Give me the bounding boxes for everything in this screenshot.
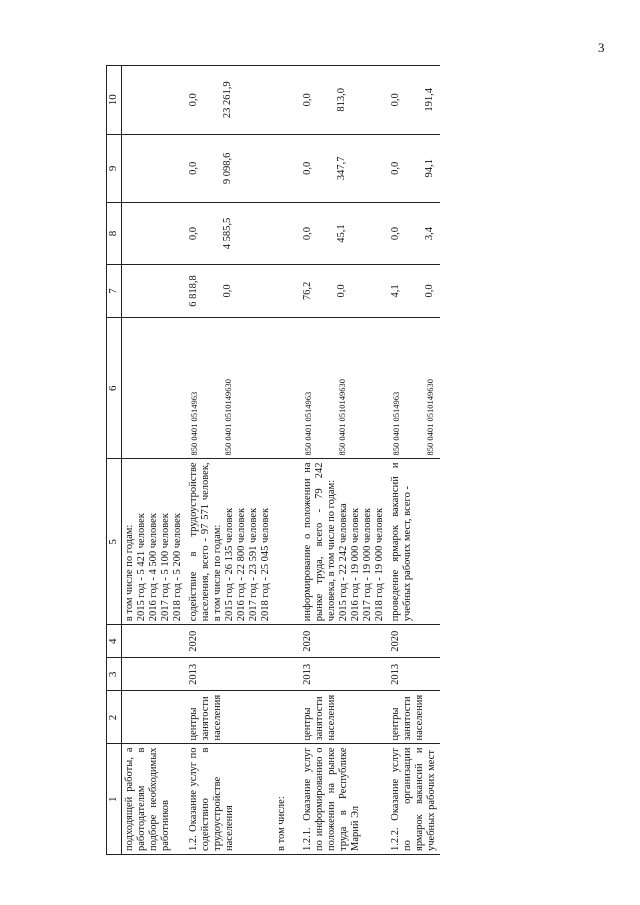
- row-value-col-8: [274, 203, 300, 265]
- result-line: 2015 год - 22 242 человека: [338, 503, 349, 622]
- value: 0,0: [188, 161, 199, 175]
- value: 45,1: [336, 224, 347, 243]
- header-col-3: 3: [107, 658, 122, 691]
- row-result: [388, 459, 440, 625]
- header-col-10: 10: [107, 66, 122, 135]
- value: 23 261,9: [222, 81, 233, 119]
- result-line: 2016 год - 22 800 человек: [236, 507, 247, 622]
- row-value-col-7: [186, 264, 274, 317]
- row-value-col-8: [300, 203, 388, 265]
- row-value-col-10: [274, 66, 300, 135]
- value: 0,0: [390, 226, 401, 241]
- row-kbk: [274, 318, 300, 459]
- result-line: 2015 год - 5 421 человек: [136, 513, 147, 622]
- row-start-year: [186, 658, 274, 691]
- row-executor: [274, 691, 300, 744]
- value: 813,0: [336, 87, 347, 112]
- kbk-code: 850 0401 0514963: [391, 391, 401, 456]
- value: 3,4: [424, 226, 435, 241]
- value: 4 585,5: [222, 217, 233, 250]
- row-value-col-7: [388, 264, 440, 317]
- result-line: 2016 год - 19 000 человек: [350, 507, 361, 622]
- end-year: 2020: [390, 630, 401, 652]
- activity-text: 1.2. Оказание услуг по содействию в трудоустройстве населения: [188, 747, 235, 851]
- value: 9 098,6: [222, 152, 233, 185]
- row-executor: [122, 691, 187, 744]
- header-col-6: 6: [107, 318, 122, 459]
- header-row: [107, 66, 122, 855]
- header-col-2: 2: [107, 691, 122, 744]
- result-line: 2018 год - 5 200 человек: [172, 513, 183, 622]
- row-value-col-9: [388, 134, 440, 203]
- activity-text: 1.2.2. Оказание услуг по организации ярмарок вакансий и учебных рабочих мест: [390, 747, 437, 851]
- row-value-col-7: [300, 264, 388, 317]
- row-start-year: [122, 658, 187, 691]
- result-line: 2015 год - 26 135 человек: [224, 507, 235, 622]
- table-row: [300, 66, 388, 855]
- activity-text: подходящей работы, а работодателям в подборе необходимых работников: [124, 747, 171, 851]
- result-line: 2017 год - 23 591 человек: [248, 507, 259, 622]
- row-value-col-7: [122, 264, 187, 317]
- value: 347,7: [336, 156, 347, 181]
- row-activity-name: [186, 744, 274, 855]
- kbk-code: 850 0401 0510149630: [223, 378, 233, 456]
- header-col-8: 8: [107, 203, 122, 265]
- row-result: [122, 459, 187, 625]
- result-line: 2016 год - 4 500 человек: [148, 513, 159, 622]
- row-start-year: [388, 658, 440, 691]
- row-kbk: [122, 318, 187, 459]
- executor-text: центры занятости населения: [390, 694, 425, 741]
- executor-text: центры занятости населения: [302, 694, 337, 741]
- start-year: 2013: [302, 663, 313, 685]
- row-value-col-9: [274, 134, 300, 203]
- row-value-col-9: [300, 134, 388, 203]
- table-row: [186, 66, 274, 855]
- start-year: 2013: [390, 663, 401, 685]
- value: 0,0: [336, 284, 347, 298]
- row-value-col-10: [388, 66, 440, 135]
- row-end-year: [186, 625, 274, 658]
- row-executor: [388, 691, 440, 744]
- row-start-year: [274, 658, 300, 691]
- row-start-year: [300, 658, 388, 691]
- page-number: 3: [598, 40, 605, 55]
- rotated-table-container: [106, 65, 586, 855]
- value: 0,0: [188, 93, 199, 107]
- value: 0,0: [390, 93, 401, 107]
- row-value-col-10: [300, 66, 388, 135]
- value: 4,1: [390, 284, 401, 298]
- value: 0,0: [302, 93, 313, 107]
- kbk-code: 850 0401 0514963: [189, 391, 199, 456]
- row-kbk: [388, 318, 440, 459]
- value: 0,0: [302, 226, 313, 241]
- table-row: [388, 66, 440, 855]
- activity-text: 1.2.1. Оказание услуг по информированию о положении на рынке труда в Республике Марий Эл: [302, 747, 361, 851]
- result-line: проведение ярмарок вакансий и учебных рабочих мест, всего -: [390, 462, 413, 622]
- result-line: 2017 год - 5 100 человек: [160, 513, 171, 622]
- row-activity-name: [300, 744, 388, 855]
- result-line: содействие в трудоустройстве населения, всего - 97 571 человек, в том числе по годам:: [188, 462, 223, 622]
- row-kbk: [186, 318, 274, 459]
- value: 191,4: [424, 87, 435, 112]
- row-kbk: [300, 318, 388, 459]
- result-line: 2018 год - 19 000 человек: [374, 507, 385, 622]
- row-end-year: [122, 625, 187, 658]
- row-end-year: [300, 625, 388, 658]
- row-activity-name: [274, 744, 300, 855]
- row-value-col-10: [122, 66, 187, 135]
- kbk-code: 850 0401 0510149630: [425, 378, 435, 456]
- row-value-col-7: [274, 264, 300, 317]
- row-value-col-9: [122, 134, 187, 203]
- header-col-5: 5: [107, 459, 122, 625]
- row-value-col-8: [388, 203, 440, 265]
- value: 76,2: [302, 281, 313, 301]
- executor-text: центры занятости населения: [188, 694, 223, 741]
- end-year: 2020: [188, 630, 199, 652]
- value: 6 818,8: [188, 275, 199, 307]
- row-value-col-10: [186, 66, 274, 135]
- row-activity-name: [122, 744, 187, 855]
- row-activity-name: [388, 744, 440, 855]
- value: 0,0: [424, 284, 435, 298]
- row-result: [300, 459, 388, 625]
- header-col-1: 1: [107, 744, 122, 855]
- kbk-code: 850 0401 0510149630: [337, 378, 347, 456]
- row-result: [186, 459, 274, 625]
- row-value-col-9: [186, 134, 274, 203]
- value: 94,1: [424, 159, 435, 178]
- header-col-7: 7: [107, 264, 122, 317]
- value: 0,0: [302, 161, 313, 175]
- activity-text: в том числе:: [276, 796, 287, 851]
- start-year: 2013: [188, 663, 199, 685]
- value: 0,0: [390, 161, 401, 175]
- result-line: 2018 год - 25 045 человек: [260, 507, 271, 622]
- row-end-year: [388, 625, 440, 658]
- table-row: [122, 66, 187, 855]
- row-value-col-8: [122, 203, 187, 265]
- header-col-9: 9: [107, 134, 122, 203]
- kbk-code: 850 0401 0514963: [303, 391, 313, 456]
- header-col-4: 4: [107, 625, 122, 658]
- end-year: 2020: [302, 630, 313, 652]
- budget-table: [106, 65, 440, 855]
- row-executor: [186, 691, 274, 744]
- row-result: [274, 459, 300, 625]
- table-row: [274, 66, 300, 855]
- row-end-year: [274, 625, 300, 658]
- row-value-col-8: [186, 203, 274, 265]
- row-executor: [300, 691, 388, 744]
- result-line: информирование о положении на рынке труда, всего - 79 242 человека, в том числе по годам:: [302, 462, 337, 622]
- result-line: в том числе по годам:: [124, 524, 135, 622]
- value: 0,0: [222, 284, 233, 298]
- result-line: 2017 год - 19 000 человек: [362, 507, 373, 622]
- value: 0,0: [188, 226, 199, 241]
